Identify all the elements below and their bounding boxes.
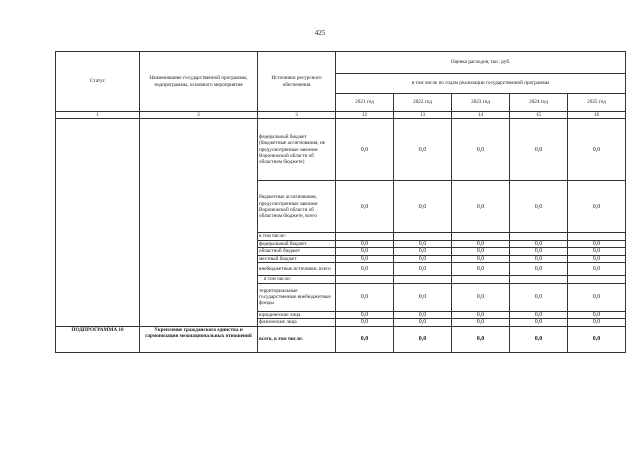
subprogram-name: Укрепление гражданского единства и гармонизация межнациональных отношений bbox=[140, 326, 258, 352]
value-cell: 0,0 bbox=[336, 263, 394, 276]
value-cell bbox=[452, 233, 510, 241]
value-cell: 0,0 bbox=[394, 283, 452, 311]
value-cell: 0,0 bbox=[336, 319, 394, 327]
col-number: 3 bbox=[258, 112, 336, 119]
source-cell: областной бюджет bbox=[258, 248, 336, 256]
value-cell: 0,0 bbox=[394, 326, 452, 352]
header-year: 2024 год bbox=[510, 94, 568, 112]
source-cell: в том числе: bbox=[258, 276, 336, 284]
value-cell bbox=[510, 233, 568, 241]
source-cell: в том числе: bbox=[258, 233, 336, 241]
value-cell: 0,0 bbox=[568, 263, 626, 276]
value-cell: 0,0 bbox=[452, 248, 510, 256]
value-cell: 0,0 bbox=[394, 248, 452, 256]
source-cell: местный бюджет bbox=[258, 255, 336, 263]
value-cell: 0,0 bbox=[394, 255, 452, 263]
status-cell bbox=[56, 119, 140, 327]
value-cell: 0,0 bbox=[568, 119, 626, 181]
source-cell: бюджетные ассигнования, предусмотренные законом Воронежской области об областном бюджете, всего bbox=[258, 181, 336, 233]
page-number: 425 bbox=[314, 29, 326, 37]
value-cell: 0,0 bbox=[568, 283, 626, 311]
value-cell: 0,0 bbox=[568, 255, 626, 263]
value-cell: 0,0 bbox=[510, 326, 568, 352]
value-cell: 0,0 bbox=[568, 319, 626, 327]
value-cell: 0,0 bbox=[452, 240, 510, 248]
table-row bbox=[56, 119, 626, 181]
value-cell: 0,0 bbox=[394, 311, 452, 319]
header-estimate: Оценка расходов, тыс. руб. bbox=[336, 52, 626, 74]
value-cell: 0,0 bbox=[568, 248, 626, 256]
header-year: 2025 год bbox=[568, 94, 626, 112]
value-cell: 0,0 bbox=[452, 263, 510, 276]
header-name: Наименование государственной программы, подпрограммы, основного мероприятия bbox=[140, 52, 258, 112]
value-cell: 0,0 bbox=[336, 283, 394, 311]
value-cell: 0,0 bbox=[568, 326, 626, 352]
col-number: 15 bbox=[510, 112, 568, 119]
value-cell: 0,0 bbox=[336, 326, 394, 352]
col-number: 16 bbox=[568, 112, 626, 119]
value-cell: 0,0 bbox=[394, 263, 452, 276]
value-cell: 0,0 bbox=[568, 311, 626, 319]
value-cell bbox=[568, 233, 626, 241]
header-by-years: в том числе по годам реализации государственной программы bbox=[336, 74, 626, 94]
value-cell: 0,0 bbox=[452, 326, 510, 352]
value-cell: 0,0 bbox=[452, 311, 510, 319]
value-cell: 0,0 bbox=[336, 119, 394, 181]
value-cell bbox=[336, 276, 394, 284]
value-cell: 0,0 bbox=[452, 319, 510, 327]
value-cell: 0,0 bbox=[336, 255, 394, 263]
subprogram-status: ПОДПРОГРАММА 10 bbox=[56, 326, 140, 352]
value-cell: 0,0 bbox=[568, 181, 626, 233]
col-number: 12 bbox=[336, 112, 394, 119]
value-cell bbox=[568, 276, 626, 284]
header-sources: Источники ресурсного обеспечения bbox=[258, 52, 336, 112]
value-cell: 0,0 bbox=[510, 319, 568, 327]
header-year: 2021 год bbox=[336, 94, 394, 112]
value-cell: 0,0 bbox=[510, 181, 568, 233]
value-cell: 0,0 bbox=[394, 181, 452, 233]
value-cell: 0,0 bbox=[510, 248, 568, 256]
subprogram-row bbox=[56, 326, 626, 352]
expenditure-table bbox=[55, 51, 626, 353]
value-cell: 0,0 bbox=[510, 263, 568, 276]
value-cell bbox=[510, 276, 568, 284]
header-status: Статус bbox=[56, 52, 140, 112]
value-cell: 0,0 bbox=[394, 319, 452, 327]
col-number: 1 bbox=[56, 112, 140, 119]
header-year: 2023 год bbox=[452, 94, 510, 112]
header-year: 2022 год bbox=[394, 94, 452, 112]
value-cell bbox=[452, 276, 510, 284]
source-cell: внебюджетные источники, всего bbox=[258, 263, 336, 276]
value-cell bbox=[336, 233, 394, 241]
value-cell: 0,0 bbox=[336, 248, 394, 256]
value-cell bbox=[394, 276, 452, 284]
value-cell: 0,0 bbox=[394, 240, 452, 248]
source-cell: федеральный бюджет (бюджетные ассигнования, не предусмотренные законом Воронежской области об областном бюджете) bbox=[258, 119, 336, 181]
value-cell: 0,0 bbox=[452, 119, 510, 181]
value-cell: 0,0 bbox=[336, 311, 394, 319]
name-cell bbox=[140, 119, 258, 327]
value-cell: 0,0 bbox=[394, 119, 452, 181]
value-cell bbox=[394, 233, 452, 241]
col-number: 2 bbox=[140, 112, 258, 119]
source-cell: территориальные государственные внебюджетные фонды bbox=[258, 283, 336, 311]
value-cell: 0,0 bbox=[452, 255, 510, 263]
value-cell: 0,0 bbox=[336, 181, 394, 233]
col-number: 13 bbox=[394, 112, 452, 119]
value-cell: 0,0 bbox=[510, 255, 568, 263]
value-cell: 0,0 bbox=[452, 283, 510, 311]
source-cell: физические лица bbox=[258, 319, 336, 327]
value-cell: 0,0 bbox=[510, 240, 568, 248]
value-cell: 0,0 bbox=[452, 181, 510, 233]
subprogram-source: всего, в том числе: bbox=[258, 326, 336, 352]
source-cell: федеральный бюджет bbox=[258, 240, 336, 248]
value-cell: 0,0 bbox=[510, 119, 568, 181]
value-cell: 0,0 bbox=[336, 240, 394, 248]
source-cell: юридические лица bbox=[258, 311, 336, 319]
value-cell: 0,0 bbox=[568, 240, 626, 248]
col-number: 14 bbox=[452, 112, 510, 119]
value-cell: 0,0 bbox=[510, 283, 568, 311]
value-cell: 0,0 bbox=[510, 311, 568, 319]
